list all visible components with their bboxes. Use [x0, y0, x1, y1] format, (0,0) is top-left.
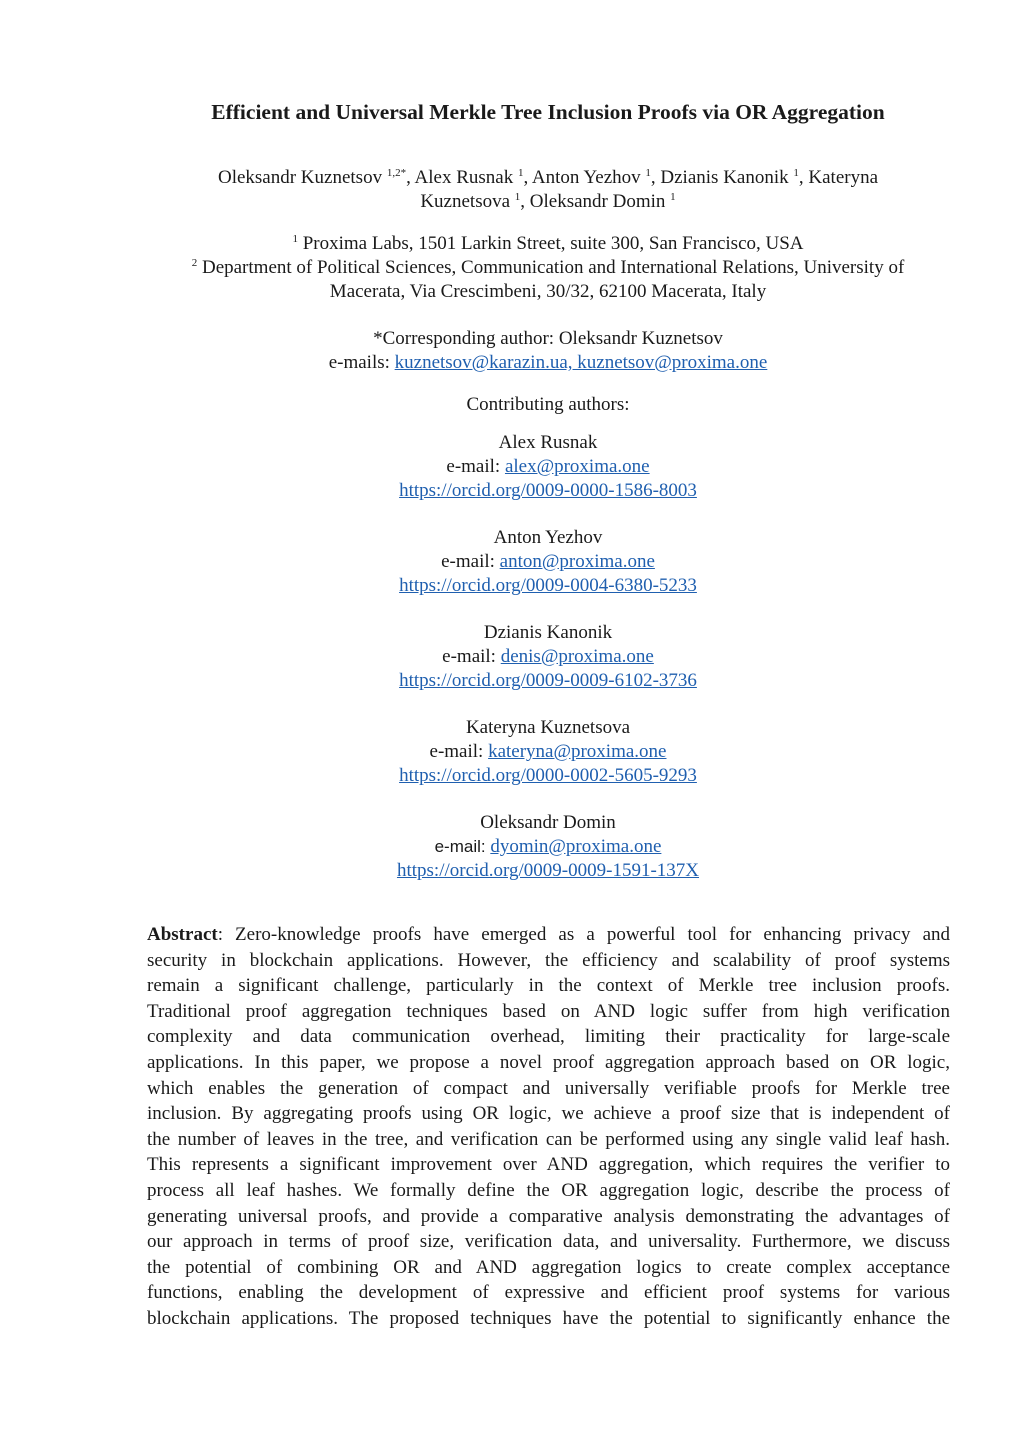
corresponding-author — [100, 327, 996, 375]
abstract-label: Abstract — [147, 924, 218, 945]
abstract-line: inclusion. By aggregating proofs using OR logic, we achieve a proof size that is independent of — [147, 1103, 950, 1125]
abstract-line: the potential of combining OR and AND aggregation logics to create complex acceptance — [147, 1256, 950, 1278]
abstract-line: security in blockchain applications. However, the efficiency and scalability of proof systems — [147, 949, 950, 971]
contributor-name: Alex Rusnak — [498, 432, 598, 453]
abstract-line: remain a significant challenge, particularly in the context of Merkle tree inclusion proofs. — [147, 975, 950, 997]
contributor-orcid — [100, 479, 996, 503]
contributor-orcid — [100, 574, 996, 598]
author-list — [100, 166, 996, 214]
contributor-name: Dzianis Kanonik — [483, 622, 613, 643]
contributor-orcid — [100, 859, 996, 883]
abstract-line: Traditional proof aggregation techniques based on AND logic suffer from high verification — [147, 1000, 950, 1022]
contributor-email-link[interactable]: dyomin@proxima.one — [490, 836, 662, 857]
affiliations — [100, 232, 996, 304]
contributor-orcid-link[interactable]: https://orcid.org/0009-0000-1586-8003 — [399, 480, 697, 501]
contributor-orcid — [100, 669, 996, 693]
affiliation-2: $^2$ Department of Political Sciences, Communication and International Relations, University of — [191, 257, 905, 278]
abstract-line: Abstract: Zero-knowledge proofs have emerged as a powerful tool for enhancing privacy and — [147, 924, 950, 945]
author-line-1: Oleksandr Kuznetsov $^{1,2*}$, Alex Rusnak $^1$, Anton Yezhov $^1$, Dzianis Kanonik $^1$, Kateryna — [217, 167, 879, 188]
abstract-line: blockchain applications. The proposed techniques have the potential to significantly enhance the — [147, 1307, 950, 1329]
author-line-2: Kuznetsova $^1$, Oleksandr Domin $^1$ — [420, 191, 676, 212]
contributor-name: Oleksandr Domin — [480, 812, 616, 833]
contributor-email-link[interactable]: kateryna@proxima.one — [488, 741, 667, 762]
abstract-line: complexity and data communication overhead, limiting their practicality for large-scale — [147, 1026, 950, 1048]
contributor-orcid-link[interactable]: https://orcid.org/0000-0002-5605-9293 — [399, 765, 697, 786]
contributor-orcid — [100, 764, 996, 788]
contributor-orcid-link[interactable]: https://orcid.org/0009-0004-6380-5233 — [399, 575, 697, 596]
abstract-line: our approach in terms of proof size, verification data, and universality. Furthermore, we discuss — [147, 1231, 950, 1253]
contributor-email: e-mail: anton@proxima.one — [441, 551, 655, 572]
contributor-email: e-mail: alex@proxima.one — [446, 456, 650, 477]
contributor-block — [100, 431, 996, 503]
corresponding-label: *Corresponding author: Oleksandr Kuznetsov — [373, 328, 723, 349]
paper-title: Efficient and Universal Merkle Tree Inclusion Proofs via OR Aggregation — [211, 100, 885, 124]
abstract-line: the number of leaves in the tree, and verification can be performed using any single valid leaf hash. — [147, 1128, 950, 1150]
abstract-line: process all leaf hashes. We formally define the OR aggregation logic, describe the process of — [147, 1179, 950, 1201]
contributor-block — [100, 526, 996, 598]
affiliation-2-cont: Macerata, Via Crescimbeni, 30/32, 62100 Macerata, Italy — [329, 281, 767, 302]
contributor-email: e-mail: denis@proxima.one — [442, 646, 654, 667]
abstract — [147, 922, 950, 1332]
contributor-email: e-mail: dyomin@proxima.one — [434, 836, 662, 857]
contributor-name: Anton Yezhov — [493, 527, 603, 548]
contributing-label: Contributing authors: — [466, 394, 630, 415]
abstract-line: functions, enabling the development of expressive and efficient proof systems for various — [147, 1282, 950, 1304]
contributor-name: Kateryna Kuznetsova — [465, 717, 631, 738]
abstract-line: This represents a significant improvement over AND aggregation, which requires the verifier to — [147, 1154, 950, 1176]
contributor-email-link[interactable]: alex@proxima.one — [504, 456, 650, 477]
abstract-line: generating universal proofs, and provide a comparative analysis demonstrating the advantages of — [147, 1205, 950, 1227]
corresponding-emails: e-mails: kuznetsov@karazin.ua, kuznetsov@proxima.one — [328, 352, 768, 373]
contributor-block — [100, 716, 996, 788]
contributor-orcid-link[interactable]: https://orcid.org/0009-0009-1591-137X — [396, 860, 700, 881]
contributor-email: e-mail: kateryna@proxima.one — [429, 741, 667, 762]
abstract-line: applications. In this paper, we propose a novel proof aggregation approach based on OR logic, — [147, 1051, 950, 1073]
contributor-email-link[interactable]: anton@proxima.one — [499, 551, 655, 572]
contributor-orcid-link[interactable]: https://orcid.org/0009-0009-6102-3736 — [399, 670, 697, 691]
contributor-block — [100, 621, 996, 693]
abstract-line: which enables the generation of compact and universally verifiable proofs for Merkle tree — [147, 1077, 950, 1099]
affiliation-1: $^1$ Proxima Labs, 1501 Larkin Street, suite 300, San Francisco, USA — [292, 233, 804, 254]
corresponding-email-link[interactable]: kuznetsov@karazin.ua, kuznetsov@proxima.one — [394, 352, 768, 373]
contributor-block — [100, 811, 996, 883]
contributor-email-link[interactable]: denis@proxima.one — [500, 646, 654, 667]
